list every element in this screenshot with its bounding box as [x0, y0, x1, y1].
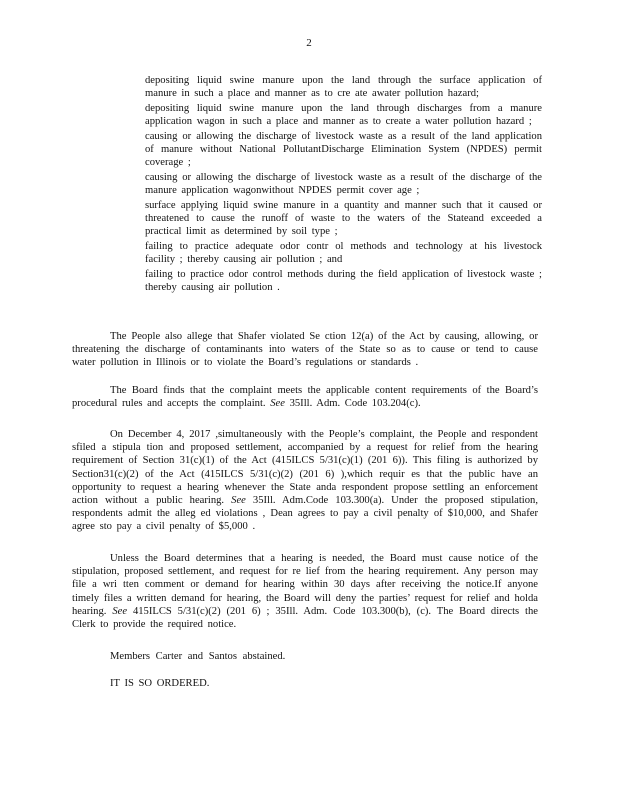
list-item: [112, 268, 542, 294]
hearing-notice-paragraph: [72, 552, 538, 631]
bullet-text: causing or allowing the discharge of livestock waste as a result of the land application of manure without National PollutantDischarge Elimination System (NPDES) permit coverage ;: [145, 130, 542, 169]
bullet-text: causing or allowing the discharge of livestock waste as a result of the discharge of the manure application wagonwithout NPDES permit cover age ;: [145, 171, 542, 197]
finding-text: The Board finds that the complaint meets the applicable content requirements of the Board’s procedural rules and accepts the complaint.: [72, 385, 538, 410]
page-number: 2: [306, 37, 312, 49]
bullet-text: depositing liquid swine manure upon the land through the surface application of manure in such a place and manner as to cre ate awater pollution hazard;: [145, 75, 542, 100]
citation-text: 415ILCS 5/31(c)(2) (201 6) ; 35Ill. Adm. Code 103.300(b), (c). The Board directs the Clerk to provide the required notice.: [72, 605, 538, 631]
allegation-paragraph: The People also allege that Shafer violated Se ction 12(a) of the Act by causing, allowing, or threatening the discharge of contaminants into waters of the State so as to cause or tend to cause water pollution in Illinois or to violate the Board’s regulations or standards .: [72, 331, 538, 369]
bullet-text: failing to practice odor control methods during the field application of livestock waste ; thereby causing air pollution .: [145, 268, 542, 294]
citation-text: 35Ill. Adm.Code 103.300(a). Under the proposed stipulation, respondents admit the alleg ed violations , Dean agrees to pay a civil penalty of $10,000, and Shafer agree sto pay a civil penalty of $5,000 .: [72, 495, 538, 533]
list-item: [112, 74, 542, 100]
list-item: [112, 130, 542, 170]
hearing-text: Unless the Board determines that a hearing is needed, the Board must cause notice of the stipulation, proposed settlement, and request for re lief from the hearing requirement. Any person may file a wri tten comment or demand for hearing within 30 days after receiving the notice.If anyone timely files a written demand for hearing, the Board will deny the parties’ request for relief and holda hearing.: [72, 553, 538, 617]
ordered-statement: IT IS SO ORDERED.: [110, 678, 210, 689]
citation-text: 35Ill. Adm. Code 103.204(c).: [289, 398, 421, 410]
list-item: [112, 199, 542, 239]
finding-paragraph: [72, 384, 538, 410]
bullet-text: depositing liquid swine manure upon the land through discharges from a manure application wagon in such a place and manner as to create a water pollution hazard ;: [145, 102, 542, 128]
allegations-bullet-list: [112, 74, 542, 296]
list-item: [112, 171, 542, 197]
list-item: [112, 240, 542, 266]
members-abstained-note: Members Carter and Santos abstained.: [110, 651, 286, 662]
stipulation-text: On December 4, 2017 ,simultaneously with the People’s complaint, the People and respondent sfiled a stipula tion and proposed settlement, accompanied by a request for relief from the hearing requirement of Section 31(c)(1) of the Act (415ILCS 5/31(c)(1) (201 6)). This filing is authorized by Section31(c)(2) of the Act (415ILCS 5/31(c)(2) (201 6) ),which requir es that the public have an opportunity to request a hearing whenever the State anda respondent propose settling an enforcement action without a public hearing.: [72, 429, 538, 507]
see-signal: See: [112, 605, 128, 617]
bullet-text: failing to practice adequate odor contr ol methods and technology at his livestock facility ; thereby causing air pollution ; and: [145, 240, 542, 266]
list-item: [112, 102, 542, 128]
see-signal: See: [231, 495, 246, 507]
stipulation-paragraph: [72, 428, 538, 534]
see-signal: See: [270, 398, 285, 410]
bullet-text: surface applying liquid swine manure in a quantity and manner such that it caused or threatened to cause the runoff of waste to the waters of the Stateand exceeded a practical limit as determined by soil type ;: [145, 199, 542, 238]
